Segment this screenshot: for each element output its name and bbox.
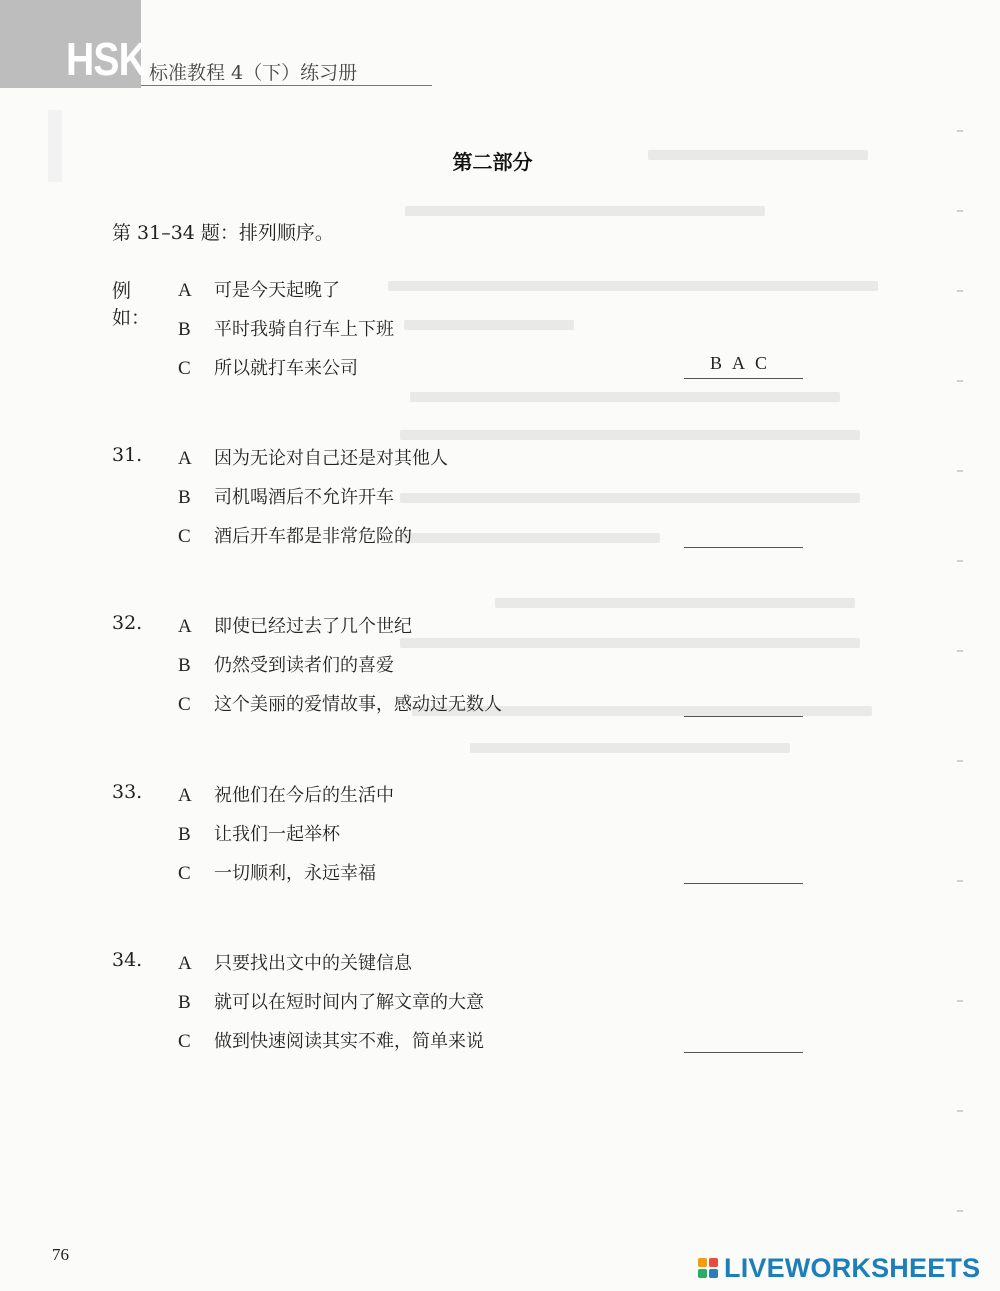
option-a [178,781,394,811]
option-text: 可是今天起晚了 [214,280,340,301]
option-text: 酒后开车都是非常危险的 [214,526,412,547]
option-b [178,651,394,681]
book-title: 标准教程 4（下）练习册 [149,62,358,84]
bleed-through-text [404,320,574,330]
bleed-through-text [400,533,660,543]
option-b [178,483,394,513]
question-number: 32. [112,612,143,634]
section-title: 第二部分 [452,150,533,174]
option-a [178,949,412,979]
bleed-through-text [410,392,840,402]
hsk-logo: HSK [66,33,147,85]
option-a [178,444,448,474]
option-letter: B [178,992,191,1013]
question-number: 33. [112,781,143,803]
option-text: 就可以在短时间内了解文章的大意 [214,992,484,1013]
option-c [178,522,412,552]
option-letter: A [178,280,192,301]
edge-mark [957,880,963,882]
example-answer: BAC [709,353,777,373]
option-text: 仍然受到读者们的喜爱 [214,655,394,676]
option-text: 做到快速阅读其实不难，简单来说 [214,1031,484,1052]
option-letter: B [178,824,191,845]
option-letter: B [178,319,191,340]
option-text: 祝他们在今后的生活中 [214,785,394,806]
option-letter: A [178,616,192,637]
instruction: 第 31–34 题：排列顺序。 [112,222,334,244]
option-letter: A [178,953,192,974]
edge-mark [957,1210,963,1212]
edge-mark [957,560,963,562]
header-divider [141,85,432,86]
bleed-through-text [400,430,860,440]
option-text: 因为无论对自己还是对其他人 [214,448,448,469]
edge-mark [957,650,963,652]
option-letter: C [178,863,191,884]
page-number: 76 [52,1245,69,1264]
edge-mark [957,1110,963,1112]
option-b [178,820,340,850]
edge-mark [957,470,963,472]
option-letter: C [178,358,191,379]
option-letter: A [178,785,192,806]
option-letter: A [178,448,192,469]
option-a [178,276,340,306]
option-text: 这个美丽的爱情故事，感动过无数人 [214,694,502,715]
liveworksheets-icon [698,1258,718,1278]
bleed-through-text [405,206,765,216]
example-answer-line [684,378,803,379]
option-text: 让我们一起举杯 [214,824,340,845]
question-number: 31. [112,444,143,466]
bleed-through-text [400,638,860,648]
option-letter: B [178,487,191,508]
answer-input-32[interactable] [684,716,803,717]
answer-input-34[interactable] [684,1052,803,1053]
example-label: 例如： [112,280,151,329]
answer-input-31[interactable] [684,547,803,548]
edge-mark [957,290,963,292]
liveworksheets-text: LIVEWORKSHEETS [724,1252,981,1283]
edge-mark [957,210,963,212]
option-text: 平时我骑自行车上下班 [214,319,394,340]
option-text: 一切顺利，永远幸福 [214,863,376,884]
answer-input-33[interactable] [684,883,803,884]
question-number: 34. [112,949,143,971]
edge-mark [957,760,963,762]
option-text: 只要找出文中的关键信息 [214,953,412,974]
edge-mark [957,380,963,382]
option-text: 司机喝酒后不允许开车 [214,487,394,508]
option-c [178,859,376,889]
edge-mark [957,1000,963,1002]
option-b [178,315,394,345]
option-text: 即使已经过去了几个世纪 [214,616,412,637]
option-c [178,690,502,720]
option-letter: C [178,526,191,547]
option-b [178,988,484,1018]
header-logo-box [0,0,147,88]
bleed-through-text [470,743,790,753]
option-c [178,1027,484,1057]
bleed-through-text [495,598,855,608]
liveworksheets-logo [698,1253,980,1283]
option-text: 所以就打车来公司 [214,358,358,379]
option-letter: C [178,694,191,715]
option-a [178,612,412,642]
edge-mark [957,130,963,132]
bleed-through-text [388,281,878,291]
bleed-through-text [400,493,860,503]
option-letter: C [178,1031,191,1052]
option-letter: B [178,655,191,676]
option-c [178,354,358,384]
